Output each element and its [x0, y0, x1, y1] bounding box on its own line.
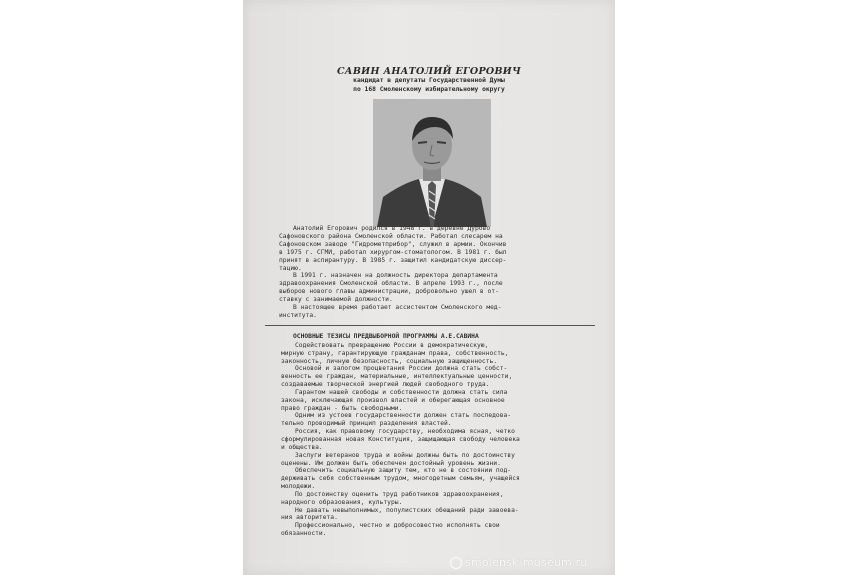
- candidate-subtitle-line1: кандидат в депутаты Государственной Думы: [353, 77, 505, 84]
- candidate-portrait-photo: [373, 99, 491, 227]
- biography-paragraph: Анатолий Егорович родился в 1948 г. в деревне Дурово Сафоновского района Смоленской области. Работал слесарем на Сафоновском заводе "Гидрометприбор", служил в армии. Окончив в 1975 г. СГМИ, работал хирургом-стоматологом. В 1981 г. был принят в аспирантуру. В 1985 г. защитил кандидатскую диссер- тацию.: [279, 225, 507, 272]
- candidate-subtitle-line2: по 168 Смоленскому избирательному округу: [353, 86, 505, 93]
- portrait-illustration: [373, 99, 491, 227]
- biography-paragraph: В 1991 г. назначен на должность директора департамента здравоохранения Смоленской области. В апреле 1993 г., после выборов нового главы администрации, добровольно ушел в от- ставку с занимаемой должности.: [279, 272, 503, 304]
- program-thesis: Гарантом нашей свободы и собственности должна стать сила закона, исключающая произвол властей и оберегающая основное право граждан - быть свободными.: [281, 388, 508, 412]
- program-thesis: Не давать невыполнимых, популистских обещаний ради завоева- ния авторитета.: [281, 506, 519, 522]
- program-thesis: Основой и залогом процветания России должна стать собст- венность ее граждан, материальные, интеллектуальные ценности, создаваемые творческой энергией людей свободного труда.: [281, 365, 513, 389]
- program-section: [281, 333, 586, 538]
- program-title: ОСНОВНЫЕ ТЕЗИСЫ ПРЕДВЫБОРНОЙ ПРОГРАММЫ А.Е.САВИНА: [293, 333, 479, 340]
- program-thesis: Профессионально, честно и добросовестно исполнять свои обязанности.: [281, 522, 500, 538]
- program-thesis: Заслуги ветеранов труда и войны должны быть по достоинству оценены. Им должен быть обеспечен достойный уровень жизни.: [281, 451, 515, 467]
- program-thesis: Россия, как правовому государству, необходима ясная, четко сформулированная новая Конституция, защищающая свободу человека и общества.: [281, 428, 520, 451]
- program-thesis: По достоинству оценить труд работников здравоохранения, народного образования, культуры.: [281, 490, 504, 506]
- biography-paragraph: В настоящее время работает ассистентом Смоленского мед- института.: [279, 304, 502, 319]
- biography: [279, 225, 579, 320]
- document-page: [243, 0, 615, 575]
- section-divider: [265, 325, 595, 326]
- program-thesis: Обеспечить социальную защиту тем, кто не в состоянии под- держивать себя собственным трудом, многодетным семьям, учащейся молодежи.: [281, 467, 520, 491]
- candidate-name: САВИН АНАТОЛИЙ ЕГОРОВИЧ: [336, 66, 522, 77]
- program-thesis: Содействовать превращению России в демократическую, мирную страну, гарантирующую гражданам права, собственность, законность, личную безопасность, социальную защищенность.: [281, 341, 509, 365]
- program-thesis: Одним из устоев государственности должен стать последова- тельно проводимый принцип разделения властей.: [281, 412, 512, 428]
- copyright-icon: ©: [450, 557, 462, 569]
- site-watermark: [450, 556, 588, 569]
- watermark-text: smolensk-museum.ru: [465, 556, 588, 569]
